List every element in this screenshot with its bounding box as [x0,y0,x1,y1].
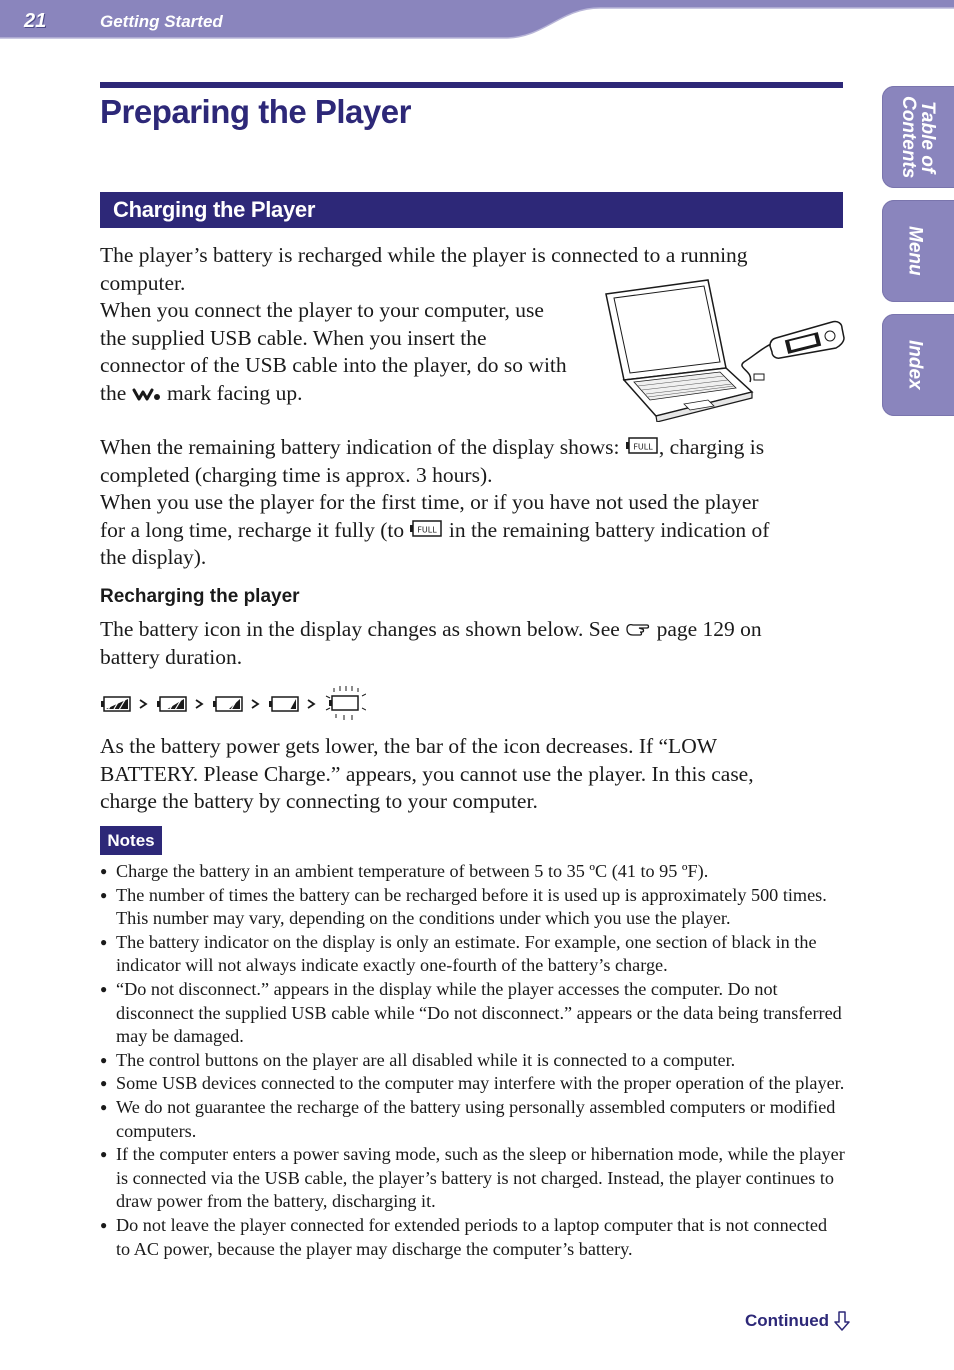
full-text: in the remaining battery indication of [443,517,770,542]
intro-line: connector of the USB cable into the player, do so with [100,353,567,377]
note-item: ● We do not guarantee the recharge of the battery using personally assembled computers or modified computers. [100,1096,845,1143]
tab-menu-label: Menu [904,226,926,276]
tab-index[interactable] [882,314,954,416]
full-line [100,517,843,545]
intro-line: The player’s battery is recharged while the player is connected to a running [100,243,748,267]
walkman-logo-icon [132,386,162,402]
full-line: When you use the player for the first time, or if you have not used the player [100,490,759,514]
full-text: , charging is [658,435,765,459]
battery-full-icon [625,434,659,456]
page-title: Preparing the Player [100,93,411,130]
note-item: ● The control buttons on the player are all disabled while it is connected to a computer. [100,1049,845,1073]
note-item: ● Some USB devices connected to the computer may interfere with the proper operation of the player. [100,1072,845,1096]
subsection-header [100,192,843,228]
low-battery-line: charge the battery by connecting to your computer. [100,789,538,813]
battery-level-2-icon [212,693,246,715]
intro-line: When you connect the player to your computer, use [100,298,544,322]
laptop-usb-illustration [604,276,846,422]
battery-level-1-icon [268,693,302,715]
full-line: completed (charging time is approx. 3 hours). [100,462,493,487]
arrow-right-icon [134,697,156,711]
recharging-line [100,616,843,644]
full-line [100,434,843,462]
full-text: for a long time, recharge it fully (to [100,517,410,542]
low-battery-line: As the battery power gets lower, the bar of the icon decreases. If “LOW [100,734,718,758]
title-rule [100,82,843,88]
full-indicator-paragraph [100,434,843,572]
battery-empty-blinking-icon [324,686,366,722]
note-item: ● The battery indicator on the display is only an estimate. For example, one section of black in the indicator will not always indicate exactly one-fourth of the battery’s charge. [100,931,845,978]
battery-full-icon [409,517,443,539]
recharging-text: page 129 on [651,617,762,641]
battery-level-sequence [100,686,366,722]
battery-full-text: FULL [417,525,438,534]
continued-label: Continued [745,1311,830,1330]
note-item: ● The number of times the battery can be recharged before it is used up is approximately 500 times. This number may vary, depending on the conditions under which you use the player. [100,884,845,931]
intro-text: the [100,380,132,405]
arrow-down-icon [833,1310,851,1332]
arrow-right-icon [302,697,324,711]
subsection-title: Charging the Player [113,197,316,222]
intro-line: computer. [100,270,186,295]
tab-menu[interactable] [882,200,954,302]
recharging-paragraph [100,616,843,671]
intro-line: the supplied USB cable. When you insert the [100,325,487,350]
tab-table-of-contents-label: Table of Contents [898,95,938,179]
battery-level-3-icon [156,693,190,715]
low-battery-paragraph [100,733,843,816]
recharging-text: The battery icon in the display changes as shown below. See [100,617,626,641]
tab-index-label: Index [904,340,926,390]
recharging-heading: Recharging the player [100,586,300,607]
arrow-right-icon [246,697,268,711]
intro-text: mark facing up. [161,380,303,405]
note-item: ● Do not leave the player connected for extended periods to a laptop computer that is not connected to AC power, because the player may discharge the computer’s battery. [100,1214,845,1261]
note-item: ● “Do not disconnect.” appears in the display while the player accesses the computer. Do not disconnect the supplied USB cable while “Do not disconnect.” appears or the data being transferred may be damaged. [100,978,845,1049]
notes-badge: Notes [100,826,162,855]
arrow-right-icon [190,697,212,711]
low-battery-line: BATTERY. Please Charge.” appears, you cannot use the player. In this case, [100,761,754,786]
continued-link[interactable] [745,1310,851,1332]
recharging-line: battery duration. [100,644,243,669]
tab-table-of-contents[interactable] [882,86,954,188]
battery-level-4-icon [100,693,134,715]
full-line: the display). [100,545,207,569]
note-item: ● Charge the battery in an ambient temperature of between 5 to 35 ºC (41 to 95 ºF). [100,860,845,884]
pointing-hand-icon[interactable] [625,620,651,638]
full-text: When the remaining battery indication of the display shows: [100,435,625,459]
battery-full-text: FULL [633,442,653,452]
note-item: ● If the computer enters a power saving mode, such as the sleep or hibernation mode, while the player is connected via the USB cable, the player’s battery is not charged. Instead, the player continues to draw power from the battery, discharging it. [100,1143,845,1214]
notes-list [100,860,845,1261]
page-number: 21 [24,10,47,32]
section-label: Getting Started [100,12,223,31]
